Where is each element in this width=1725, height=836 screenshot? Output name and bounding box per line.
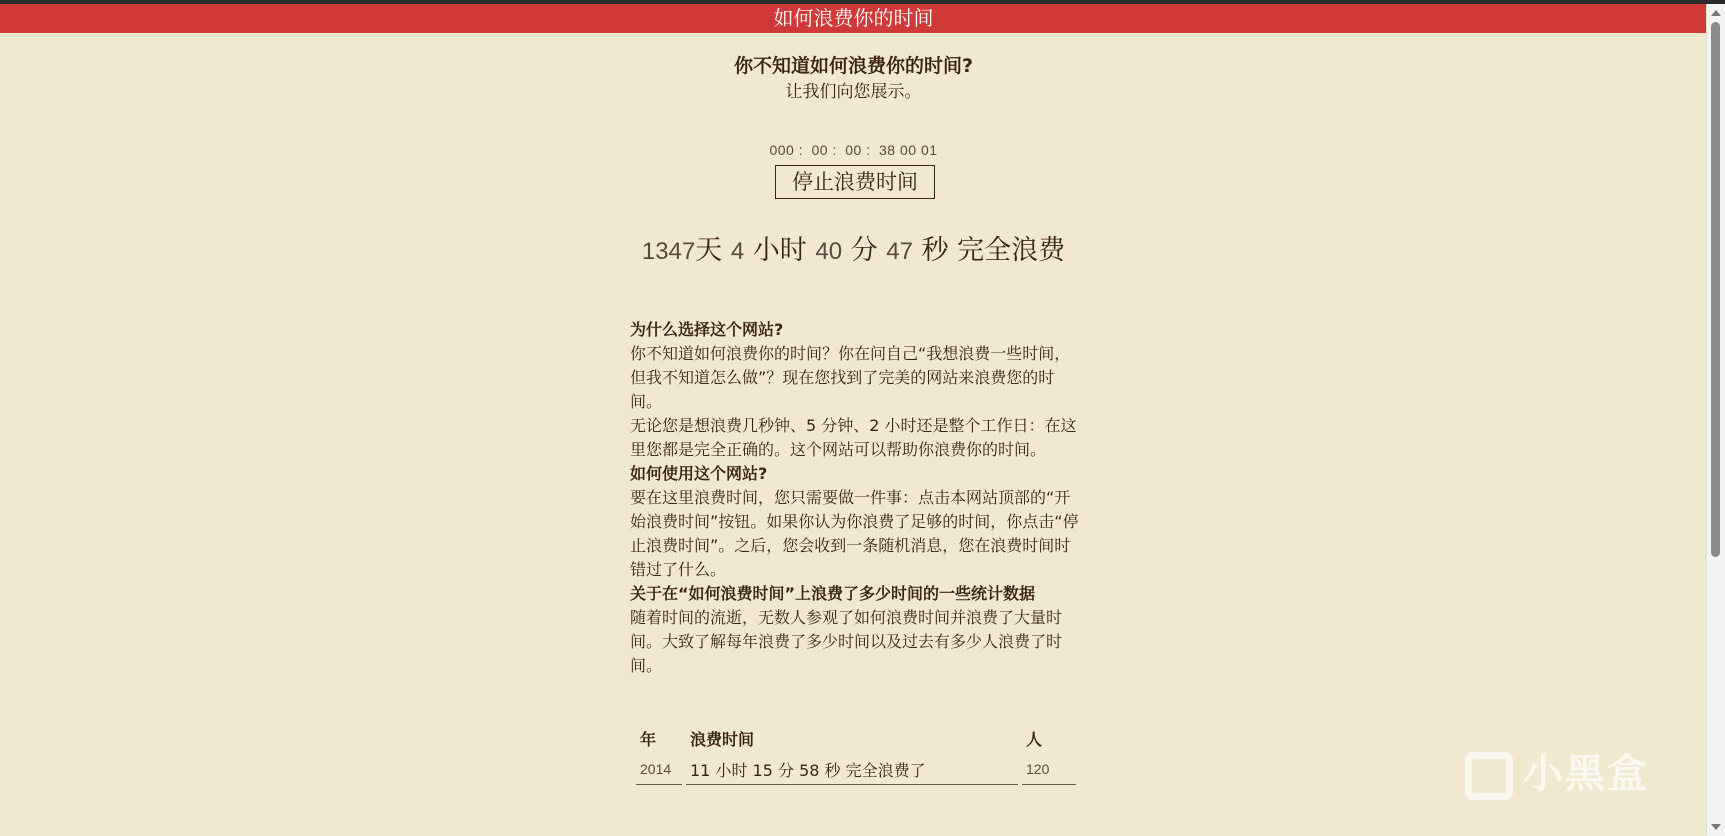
heybox-logo-icon: [1465, 752, 1513, 800]
timer-hours: 00 :: [811, 142, 837, 158]
why-heading: 为什么选择这个网站?: [630, 320, 784, 339]
info-article: [630, 318, 1080, 678]
total-minutes-unit: 分: [850, 235, 878, 266]
how-paragraph: 要在这里浪费时间，您只需要做一件事：点击本网站顶部的“开始浪费时间”按钮。如果你认为你浪费了足够的时间，你点击“停止浪费时间”。之后，您会收到一条随机消息，您在浪费时间时错过了什么。: [630, 488, 1079, 579]
total-hours-unit: 小时: [752, 235, 807, 266]
timer-days: 000 :: [769, 142, 804, 158]
session-timer: [0, 140, 1707, 160]
stats-paragraph: 随着时间的流逝，无数人参观了如何浪费时间并浪费了大量时间。大致了解每年浪费了多少时间以及过去有多少人浪费了时间。: [630, 608, 1063, 675]
table-row: [636, 754, 1076, 785]
total-days-value: 1347: [641, 238, 696, 265]
total-seconds-unit: 秒 完全浪费: [921, 235, 1066, 266]
how-heading: 如何使用这个网站?: [630, 464, 768, 483]
timer-seconds: 38 00 01: [879, 142, 938, 158]
total-hours-value: 4: [730, 238, 745, 265]
page-title-bar: 如何浪费你的时间: [0, 4, 1707, 33]
table-header-row: [636, 722, 1076, 754]
hero-title: 你不知道如何浪费你的时间?: [733, 55, 974, 77]
row-people: 120: [1022, 754, 1076, 785]
why-paragraph-2: 无论您是想浪费几秒钟、5 分钟、2 小时还是整个工作日：在这里您都是完全正确的。这个网站可以帮助你浪费你的时间。: [630, 416, 1077, 459]
scroll-down-arrow-icon[interactable]: [1711, 824, 1721, 830]
scrollbar-thumb[interactable]: [1711, 22, 1720, 557]
header-people: 人: [1026, 729, 1043, 749]
hero-subtitle: 让我们向您展示。: [785, 82, 922, 102]
scroll-up-arrow-icon[interactable]: [1711, 10, 1721, 16]
timer-minutes: 00 :: [845, 142, 871, 158]
why-paragraph-1: 你不知道如何浪费你的时间？你在问自己“我想浪费一些时间，但我不知道怎么做”？现在您找到了完美的网站来浪费您的时间。: [630, 344, 1071, 411]
header-year: 年: [640, 729, 657, 749]
site-watermark: [1465, 742, 1649, 800]
row-wasted: 11 小时 15 分 58 秒 完全浪费了: [686, 754, 1018, 785]
watermark-text: 小黑盒: [1523, 751, 1649, 797]
total-wasted-time: [0, 233, 1707, 270]
stats-heading: 关于在“如何浪费时间”上浪费了多少时间的一些统计数据: [630, 584, 1036, 603]
vertical-scrollbar[interactable]: [1706, 4, 1725, 836]
total-minutes-value: 40: [815, 238, 843, 265]
row-year: 2014: [636, 754, 682, 785]
total-days-unit: 天: [695, 235, 723, 266]
header-wasted-time: 浪费时间: [690, 729, 755, 749]
total-seconds-value: 47: [886, 238, 913, 265]
stop-wasting-time-button[interactable]: 停止浪费时间: [775, 165, 935, 199]
stats-table: [632, 722, 1080, 785]
main-content: [0, 33, 1707, 836]
